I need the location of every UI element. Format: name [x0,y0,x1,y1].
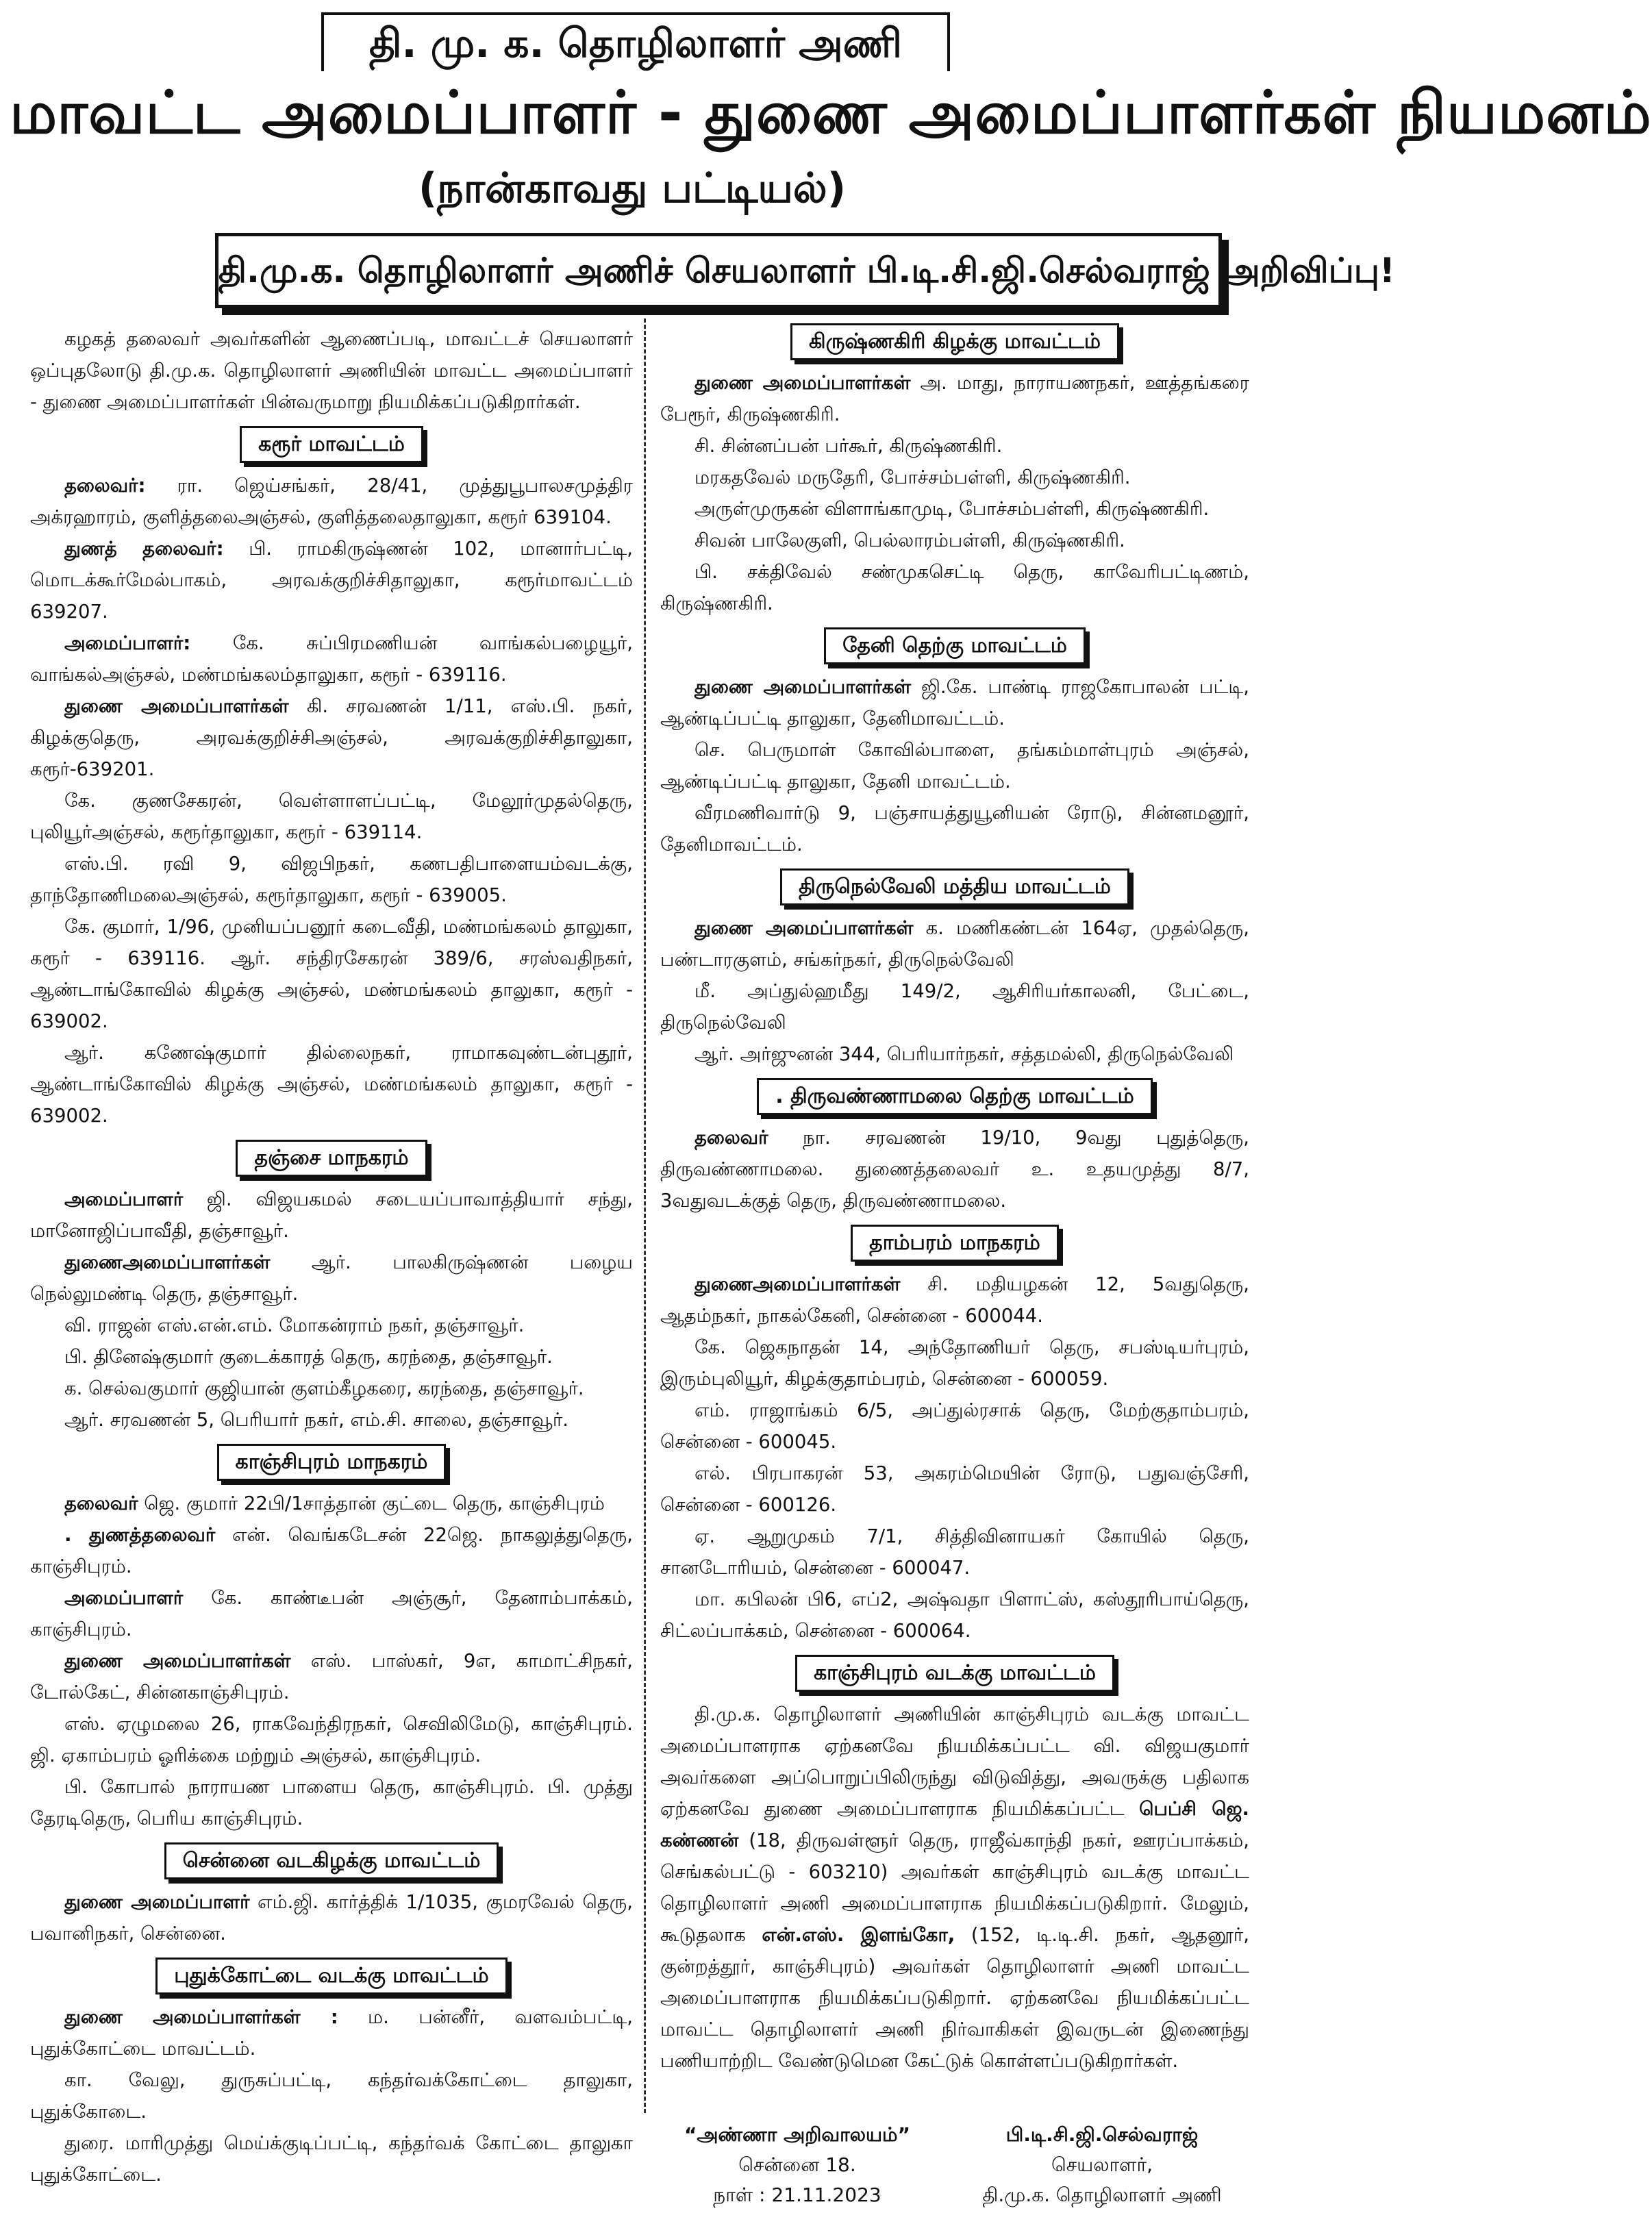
thanjai-deputy-organisers [30,1247,633,1310]
role-label: துணை அமைப்பாளர்கள் [64,695,289,717]
person-details: கே. காண்டீபன் அஞ்சூர், தேனாம்பாக்கம், காஞ்சிபுரம். [30,1587,634,1640]
role-label: அமைப்பாளர்: [64,632,191,654]
list-item: மீ. அப்துல்ஹமீது 149/2, ஆசிரியர்காலனி, பேட்டை, திருநெல்வேலி [660,980,1249,1034]
paragraph-text: (18, திருவள்ளூர் தெரு, ராஜீவ்காந்தி நகர், ஊரப்பாக்கம், செங்கல்பட்டு - 603210) அவர்கள் காஞ்சிபுரம் வடக்கு மாவட்ட தொழிலாளர் அணி அமைப்பாளராக நியமிக்கப்படுகிறார். மேலும், கூடுதலாக [660,1829,1249,1946]
section-heading-tambaram: தாம்பரம் மாநகரம் [851,1225,1059,1262]
role-label: தலைவர் [694,1127,768,1149]
list-item: கே. குணசேகரன், வெள்ளாளப்பட்டி, மேலூர்முதல்தெரு, புலியூர்அஞ்சல், கரூர்தாலுகா, கரூர் - 639114. [30,790,633,843]
theni-deputy-organisers [660,671,1249,734]
thanjai-organiser [30,1184,633,1247]
role-label: . துணத்தலைவர் [64,1524,216,1546]
issue-place-block [660,2120,934,2210]
section-heading-krishnagiri-east: கிருஷ்ணகிரி கிழக்கு மாவட்டம் [790,323,1119,360]
notice-page [10,7,1652,2219]
section-heading-pudukottai-north: புதுக்கோட்டை வடக்கு மாவட்டம் [155,1958,507,1994]
person-details: கே. சுப்பிரமணியன் வாங்கல்பழையூர், வாங்கல்அஞ்சல், மண்மங்கலம்தாலுகா, கரூர் - 639116. [30,632,634,686]
issue-city: சென்னை 18. [738,2153,856,2176]
list-item: பி. சக்திவேல் சண்முகசெட்டி தெரு, காவேரிபட்டிணம், கிருஷ்ணகிரி. [660,561,1249,614]
role-label: துணை அமைப்பாளர்கள் : [64,2006,338,2028]
signatory-name: பி.டி.சி.ஜி.செல்வராஜ் [1005,2123,1199,2146]
list-item: கே. குமார், 1/96, முனியப்பனூர் கடைவீதி, மண்மங்கலம் தாலுகா, கரூர் - 639116. ஆர். சந்திரசேகரன் 389/6, சரஸ்வதிநகர், ஆண்டாங்கோவில் கிழக்கு அஞ்சல், மண்மங்கலம் தாலுகா, கரூர் - 639002. [30,916,633,1032]
list-item: ஏ. ஆறுமுகம் 7/1, சித்திவினாயகர் கோயில் தெரு, சானடோரியம், சென்னை - 600047. [660,1525,1249,1579]
person-details: க. மணிகண்டன் 164ஏ, முதல்தெரு, பண்டாரகுளம், சங்கர்நகர், திருநெல்வேலி [660,917,1249,971]
signatory-block [955,2120,1249,2210]
announcement-banner: தி.மு.க. தொழிலாளர் அணிச் செயலாளர் பி.டி.சி.ஜி.செல்வராஜ் அறிவிப்பு! [215,233,1222,308]
section-heading-thanjai: தஞ்சை மாநகரம் [236,1140,427,1177]
karur-deputy-organisers [30,690,633,785]
kanchi-organiser [30,1582,633,1645]
section-heading-tirunelveli-central: திருநெல்வேலி மத்திய மாவட்டம் [780,868,1129,905]
list-item: எல். பிரபாகரன் 53, அகரம்மெயின் ரோடு, பதுவஞ்சேரி, சென்னை - 600126. [660,1462,1249,1516]
role-label: துணத் தலைவர்: [64,538,224,560]
person-details: கி. சரவணன் 1/11, எஸ்.பி. நகர், கிழக்குதெரு, அரவக்குறிச்சிஅஞ்சல், அரவக்குறிச்சிதாலுகா, கரூர்-639201. [30,695,633,780]
role-label: தலைவர்: [64,475,146,497]
person-details: எஸ். பாஸ்கர், 9எ, காமாட்சிநகர், டோல்கேட், சின்னகாஞ்சிபுரம். [30,1650,633,1703]
person-details: ஜி.கே. பாண்டி ராஜகோபாலன் பட்டி, ஆண்டிப்பட்டி தாலுகா, தேனிமாவட்டம். [660,676,1249,729]
person-details: ஜெ. குமார் 22பி/1சாத்தான் குட்டை தெரு, காஞ்சிபுரம் [144,1492,605,1514]
karur-president [30,470,633,533]
role-label: துணை அமைப்பாளர்கள் [694,917,914,939]
tambaram-deputy-organisers [660,1268,1249,1331]
list-subtitle: (நான்காவது பட்டியல்) [418,164,847,212]
karur-vice-president [30,533,633,627]
section-heading-kanchipuram: காஞ்சிபுரம் மாநகரம் [217,1444,447,1481]
person-details: அ. மாது, நாராயணநகர், ஊத்தங்கரை பேரூர், கிருஷ்ணகிரி. [660,372,1249,425]
list-item: பி. தினேஷ்குமார் குடைக்காரத் தெரு, கரந்தை, தஞ்சாவூர். [64,1346,553,1368]
section-heading-tiruvannamalai-south: . திருவண்ணாமலை தெற்கு மாவட்டம் [757,1078,1153,1115]
left-column [30,323,633,2190]
kanchi-president [30,1488,633,1519]
section-heading-karur: கரூர் மாவட்டம் [240,426,423,463]
kanchi-north-paragraph [660,1699,1249,2077]
section-heading-chennai-northeast: சென்னை வடகிழக்கு மாவட்டம் [164,1842,499,1879]
list-item: எம். ராஜாங்கம் 6/5, அப்துல்ரசாக் தெரு, மேற்குதாம்பரம், சென்னை - 600045. [660,1399,1249,1453]
person-details: என். வெங்கடேசன் 22ஜெ. நாகலுத்துதெரு, காஞ்சிபுரம். [30,1524,634,1577]
person-details: எம்.ஜி. கார்த்திக் 1/1035, குமரவேல் தெரு, பவானிநகர், சென்னை. [30,1891,633,1944]
person-details: பி. ராமகிருஷ்ணன் 102, மானார்பட்டி, மொடக்கூர்மேல்பாகம், அரவக்குறிச்சிதாலுகா, கரூர்மாவட்டம் 639207. [30,538,633,623]
person-details: ஆர். பாலகிருஷ்ணன் பழைய நெல்லுமண்டி தெரு, தஞ்சாவூர். [30,1251,633,1305]
person-details: ஜி. விஜயகமல் சடையப்பாவாத்தியார் சந்து, மானோஜிப்பாவீதி, தஞ்சாவூர். [30,1188,634,1242]
role-label: தலைவர் [64,1492,138,1514]
chennai-deputy-organiser [30,1886,633,1949]
list-item: துரை. மாரிமுத்து மெய்க்குடிப்பட்டி, கந்தர்வக் கோட்டை தாலுகா புதுக்கோட்டை. [30,2132,633,2186]
person-details: சி. மதியழகன் 12, 5வதுதெரு, ஆதம்நகர், நாகல்கேனி, சென்னை - 600044. [660,1273,1249,1327]
list-item: க. செல்வகுமார் குஜியான் குளம்கீழகரை, கரந்தை, தஞ்சாவூர். [64,1377,584,1399]
role-label: துணை அமைப்பாளர் [64,1891,250,1913]
issue-date: நாள் : 21.11.2023 [713,2184,881,2206]
list-item: ஆர். கணேஷ்குமார் தில்லைநகர், ராமாகவுண்டன்புதூர், ஆண்டாங்கோவில் கிழக்கு அஞ்சல், மண்மங்கலம் தாலுகா, கரூர் - 639002. [30,1042,633,1127]
section-heading-kanchipuram-north: காஞ்சிபுரம் வடக்கு மாவட்டம் [795,1655,1114,1692]
paragraph-text: தி.மு.க. தொழிலாளர் அணியின் காஞ்சிபுரம் வடக்கு மாவட்ட அமைப்பாளராக ஏற்கனவே நியமிக்கப்பட்ட வி. விஜயகுமார் அவர்களை அப்பொறுப்பிலிருந்து விடுவித்து, அவருக்கு பதிலாக ஏற்கனவே துணை அமைப்பாளராக நியமிக்கப்பட்ட [660,1703,1249,1820]
appointee-name: என்.எஸ். இளங்கோ, [762,1924,955,1946]
pudukottai-deputy-organisers [30,2001,633,2064]
list-item: சிவன் பாலேகுளி, பெல்லாரம்பள்ளி, கிருஷ்ணகிரி. [694,529,1125,551]
role-label: அமைப்பாளர் [64,1188,184,1210]
list-item: மரகதவேல் மருதேரி, போச்சம்பள்ளி, கிருஷ்ணகிரி. [694,466,1131,488]
tirunelveli-deputy-organisers [660,912,1249,975]
tiruvannamalai-president [660,1122,1249,1216]
role-label: அமைப்பாளர் [64,1587,184,1609]
paragraph-text: (152, டி.டி.சி. நகர், ஆதனூர், குன்றத்தூர், காஞ்சிபுரம்) அவர்கள் தொழிலாளர் அணி மாவட்ட அமைப்பாளராக நியமிக்கப்படுகிறார். ஏற்கனவே நியமிக்கப்பட்ட மாவட்ட தொழிலாளர் அணி நிர்வாகிகள் இவருடன் இணைந்து பணியாற்றிட வேண்டுமென கேட்டுக் கொள்ளப்படுகிறார்கள். [660,1924,1249,2072]
karur-organiser [30,627,633,690]
list-item: ஆர். அர்ஜுனன் 344, பெரியார்நகர், சத்தமல்லி, திருநெல்வேலி [694,1043,1234,1065]
list-item: மா. கபிலன் பி6, எப்2, அஷ்வதா பிளாட்ஸ், கஸ்தூரிபாய்தெரு, சிட்லப்பாக்கம், சென்னை - 600064. [660,1588,1249,1642]
appointee-name: பெப்சி ஜெ. கண்ணன் [660,1798,1250,1851]
list-item: ஆர். சரவணன் 5, பெரியார் நகர், எம்.சி. சாலை, தஞ்சாவூர். [64,1409,569,1431]
list-item: செ. பெருமாள் கோவில்பாளை, தங்கம்மாள்புரம் அஞ்சல், ஆண்டிப்பட்டி தாலுகா, தேனி மாவட்டம். [660,739,1249,792]
list-item: எஸ். ஏழுமலை 26, ராகவேந்திரநகர், செவிலிமேடு, காஞ்சிபுரம். ஜி. ஏகாம்பரம் ஓரிக்கை மற்றும் அஞ்சல், காஞ்சிபுரம். [30,1713,633,1766]
role-label: துணை அமைப்பாளர்கள் [694,372,911,394]
intro-paragraph: கழகத் தலைவர் அவர்களின் ஆணைப்படி, மாவட்டச் செயலாளர் ஒப்புதலோடு தி.மு.க. தொழிலாளர் அணியின் மாவட்ட அமைப்பாளர் - துணை அமைப்பாளர்கள் பின்வருமாறு நியமிக்கப்படுகிறார்கள். [30,328,633,413]
list-item: சி. சின்னப்பன் பர்கூர், கிருஷ்ணகிரி. [694,435,1003,457]
kanchi-deputy-organisers [30,1645,633,1708]
list-item: வி. ராஜன் எஸ்.என்.எம். மோகன்ராம் நகர், தஞ்சாவூர். [64,1314,525,1336]
list-item: எஸ்.பி. ரவி 9, விஜபிநகர், கணபதிபாளையம்வடக்கு, தாந்தோணிமலைஅஞ்சல், கரூர்தாலுகா, கரூர் - 639005. [30,853,633,906]
krishnagiri-deputy-organisers [660,367,1249,430]
issue-place: “அண்ணா அறிவாலயம்” [684,2123,910,2146]
role-label: துணைஅமைப்பாளர்கள் [694,1273,901,1295]
person-details: ரா. ஜெய்சங்கர், 28/41, முத்துபூபாலசமுத்திர அக்ரஹாரம், குளித்தலைஅஞ்சல், குளித்தலைதாலுகா, கரூர் 639104. [30,475,633,528]
list-item: அருள்முருகன் விளாங்காமுடி, போச்சம்பள்ளி, கிருஷ்ணகிரி. [694,498,1210,520]
main-title: மாவட்ட அமைப்பாளர் - துணை அமைப்பாளர்கள் நியமனம் [10,79,1652,147]
list-item: கா. வேலு, துருசுப்பட்டி, கந்தர்வக்கோட்டை தாலுகா, புதுக்கோடை. [30,2069,633,2123]
signature-block [660,2120,1249,2216]
org-title: தி. மு. க. தொழிலாளர் அணி [321,12,950,71]
person-details: நா. சரவணன் 19/10, 9வது புதுத்தெரு, திருவண்ணாமலை. துணைத்தலைவர் உ. உதயமுத்து 8/7, 3வதுவடக்குத் தெரு, திருவண்ணாமலை. [660,1127,1249,1212]
column-divider [644,318,646,2113]
list-item: வீரமணிவார்டு 9, பஞ்சாயத்துயூனியன் ரோடு, சின்னமனூர், தேனிமாவட்டம். [660,802,1249,855]
signatory-org: தி.மு.க. தொழிலாளர் அணி [982,2184,1222,2206]
list-item: பி. கோபால் நாராயண பாளைய தெரு, காஞ்சிபுரம். பி. முத்து தேரடிதெரு, பெரிய காஞ்சிபுரம். [30,1776,633,1829]
kanchi-vice-president [30,1519,633,1582]
section-heading-theni-south: தேனி தெற்கு மாவட்டம் [824,627,1086,664]
role-label: துணைஅமைப்பாளர்கள் [64,1251,271,1273]
role-label: துணை அமைப்பாளர்கள் [694,676,912,698]
person-details: ம. பன்னீர், வளவம்பட்டி, புதுக்கோட்டை மாவட்டம். [30,2006,633,2060]
right-column [660,323,1249,2077]
signatory-role: செயலாளர், [1051,2153,1153,2176]
list-item: கே. ஜெகநாதன் 14, அந்தோணியர் தெரு, சபஸ்டியர்புரம், இரும்புலியூர், கிழக்குதாம்பரம், சென்னை - 600059. [660,1336,1249,1390]
role-label: துணை அமைப்பாளர்கள் [64,1650,291,1672]
